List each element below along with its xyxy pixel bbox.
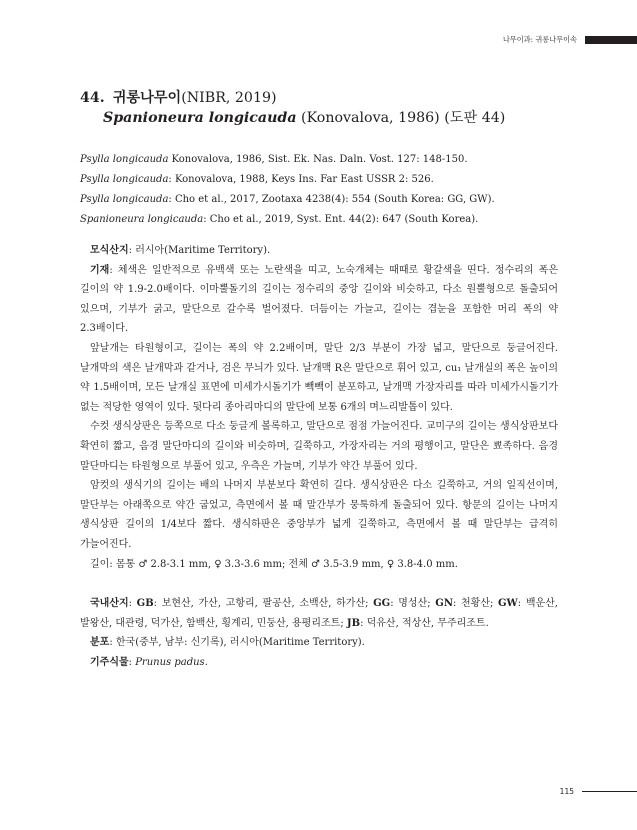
province-localities-jb: : 덕유산, 적상산, 무주리조트. <box>360 617 489 629</box>
province-localities-gw: : 백운산, 발왕산, 대관령, 덕가산, 함백산, 횡계리, 민둥산, 용평리조트; <box>80 598 558 629</box>
species-account <box>80 241 558 672</box>
female-terminalia-paragraph: 암컷의 생식기의 길이는 배의 나머지 부분보다 확연히 길다. 생식상판은 다소 길쭉하고, 거의 일직선이며, 말단부는 아래쪽으로 약간 굽었고, 측면에서 볼 때 말간부가 뭉툭하게 돌출되어 있다. 항문의 길이는 나머지 생식상판 길이의 1/4보다 짧다. 생식하판은 중앙부가 넓게 길쭉하고, 측면에서 볼 때 말단부는 급격히 가늘어진다. <box>80 480 558 550</box>
korean-name: 귀롱나무이 <box>112 90 182 106</box>
host-plant-end: . <box>204 656 208 668</box>
species-title <box>80 88 560 128</box>
province-code-gn: GN <box>435 598 453 610</box>
korean-distribution-paragraph <box>80 594 558 633</box>
description-label: 기재 <box>90 264 110 276</box>
korean-distribution-intro: : <box>128 598 137 610</box>
citation-item <box>80 190 560 210</box>
citation-taxon: Spanioneura longicauda <box>80 214 204 225</box>
running-header-text: 나무이과: 귀롱나무이속 <box>502 35 577 44</box>
host-plant-separator: : <box>128 656 136 668</box>
korean-distribution-label: 국내산지 <box>90 598 129 610</box>
title-scientific-line <box>80 108 560 128</box>
description-paragraph <box>80 261 558 339</box>
distribution-paragraph <box>80 633 558 653</box>
forewing-paragraph: 앞날개는 타원형이고, 길이는 폭의 약 2.2배이며, 말단 2/3 부분이 가장 넓고, 말단으로 둥글어진다. 날개막의 색은 날개막과 같거나, 검은 무늬가 있다. 날개맥 R은 말단으로 휘어 있고, cu₁ 날개실의 폭은 높이의 약 1.5배이며, 모든 날개실 표면에 미세가시돌기가 빽빽이 분포하고, 날개맥 가장자리를 따라 미세가시돌기가 없는 적당한 영역이 있다. 뒷다리 종아리마디의 말단에 보통 6개의 며느리발톱이 있다. <box>80 342 558 413</box>
province-code-gg: GG <box>373 598 391 610</box>
body-length-paragraph: 길이: 몸통 ♂ 2.8-3.1 mm, ♀ 3.3-3.6 mm; 전체 ♂ 3.5-3.9 mm, ♀ 3.8-4.0 mm. <box>90 558 458 570</box>
male-terminalia-paragraph: 수컷 생식상판은 등쪽으로 다소 둥글게 볼록하고, 말단으로 점점 가늘어진다. 교미구의 길이는 생식상판보다 확연히 짧고, 음경 말단마디의 길이와 비슷하며, 길쭉하고, 가장자리는 거의 평행이고, 말단은 뾰족하다. 음경 말단마디는 타원형으로 부풀어 있고, 우측은 가늘며, 기부가 약간 부풀어 있다. <box>80 421 558 472</box>
title-korean-line <box>80 88 560 108</box>
province-localities-gb: : 보현산, 가산, 고항리, 팔공산, 소백산, 하가산; <box>153 598 374 610</box>
distribution-text: : 한국(중부, 남부: 신기록), 러시아(Maritime Territory). <box>109 637 365 649</box>
section-gap <box>80 574 558 594</box>
type-locality-text: : 러시아(Maritime Territory). <box>128 245 271 256</box>
citation-taxon: Psylla longicauda <box>80 194 169 205</box>
province-localities-gg: : 명성산; <box>390 598 436 610</box>
distribution-label: 분포 <box>90 637 110 649</box>
province-code-gb: GB <box>136 598 154 610</box>
page-number: 115 <box>559 787 574 796</box>
korean-name-author: (NIBR, 2019) <box>181 90 277 106</box>
description-head-text: : 체색은 일반적으로 유백색 또는 노란색을 띠고, 노숙개체는 때때로 황갈색을 띤다. 정수리의 폭은 길이의 약 1.9-2.0배이다. 이마뿔돌기의 길이는 정수리의 중앙 길이와 비슷하고, 다소 원뿔형으로 돌출되어 있으며, 기부가 굵고, 말단으로 갈수록 벌어졌다. 더듬이는 가늘고, 길이는 겹눈을 포함한 머리 폭의 약 2.3배이다. <box>80 264 558 335</box>
page-footer <box>560 787 637 796</box>
host-plant-label: 기주식물 <box>90 656 129 668</box>
synonymy-list <box>80 150 560 230</box>
province-code-jb: JB <box>346 617 361 629</box>
type-locality-paragraph <box>80 241 558 261</box>
host-plant-paragraph <box>80 653 558 673</box>
citation-reference: : Konovalova, 1988, Keys Ins. Far East USSR 2: 526. <box>168 174 434 185</box>
citation-taxon: Psylla longicauda <box>80 174 169 185</box>
plate-reference: (도판 44) <box>444 110 506 126</box>
province-localities-gn: : 천황산; <box>452 598 499 610</box>
citation-taxon: Psylla longicauda <box>80 154 169 165</box>
running-header-bar <box>585 36 637 44</box>
citation-reference: : Cho et al., 2019, Syst. Ent. 44(2): 647 (South Korea). <box>203 214 479 225</box>
citation-reference: : Cho et al., 2017, Zootaxa 4238(4): 554 (South Korea: GG, GW). <box>168 194 495 205</box>
scientific-authority: (Konovalova, 1986) <box>301 110 440 126</box>
running-header <box>503 34 637 46</box>
province-code-gw: GW <box>498 598 518 610</box>
host-plant-name: Prunus padus <box>135 656 205 668</box>
scientific-name: Spanioneura longicauda <box>103 110 297 126</box>
type-locality-label: 모식산지 <box>90 245 129 256</box>
citation-reference: Konovalova, 1986, Sist. Ek. Nas. Daln. Vost. 127: 148-150. <box>168 154 468 165</box>
footer-rule <box>582 791 637 792</box>
citation-item <box>80 170 560 190</box>
citation-item <box>80 150 560 170</box>
species-number: 44. <box>80 90 105 106</box>
citation-item <box>80 210 560 230</box>
